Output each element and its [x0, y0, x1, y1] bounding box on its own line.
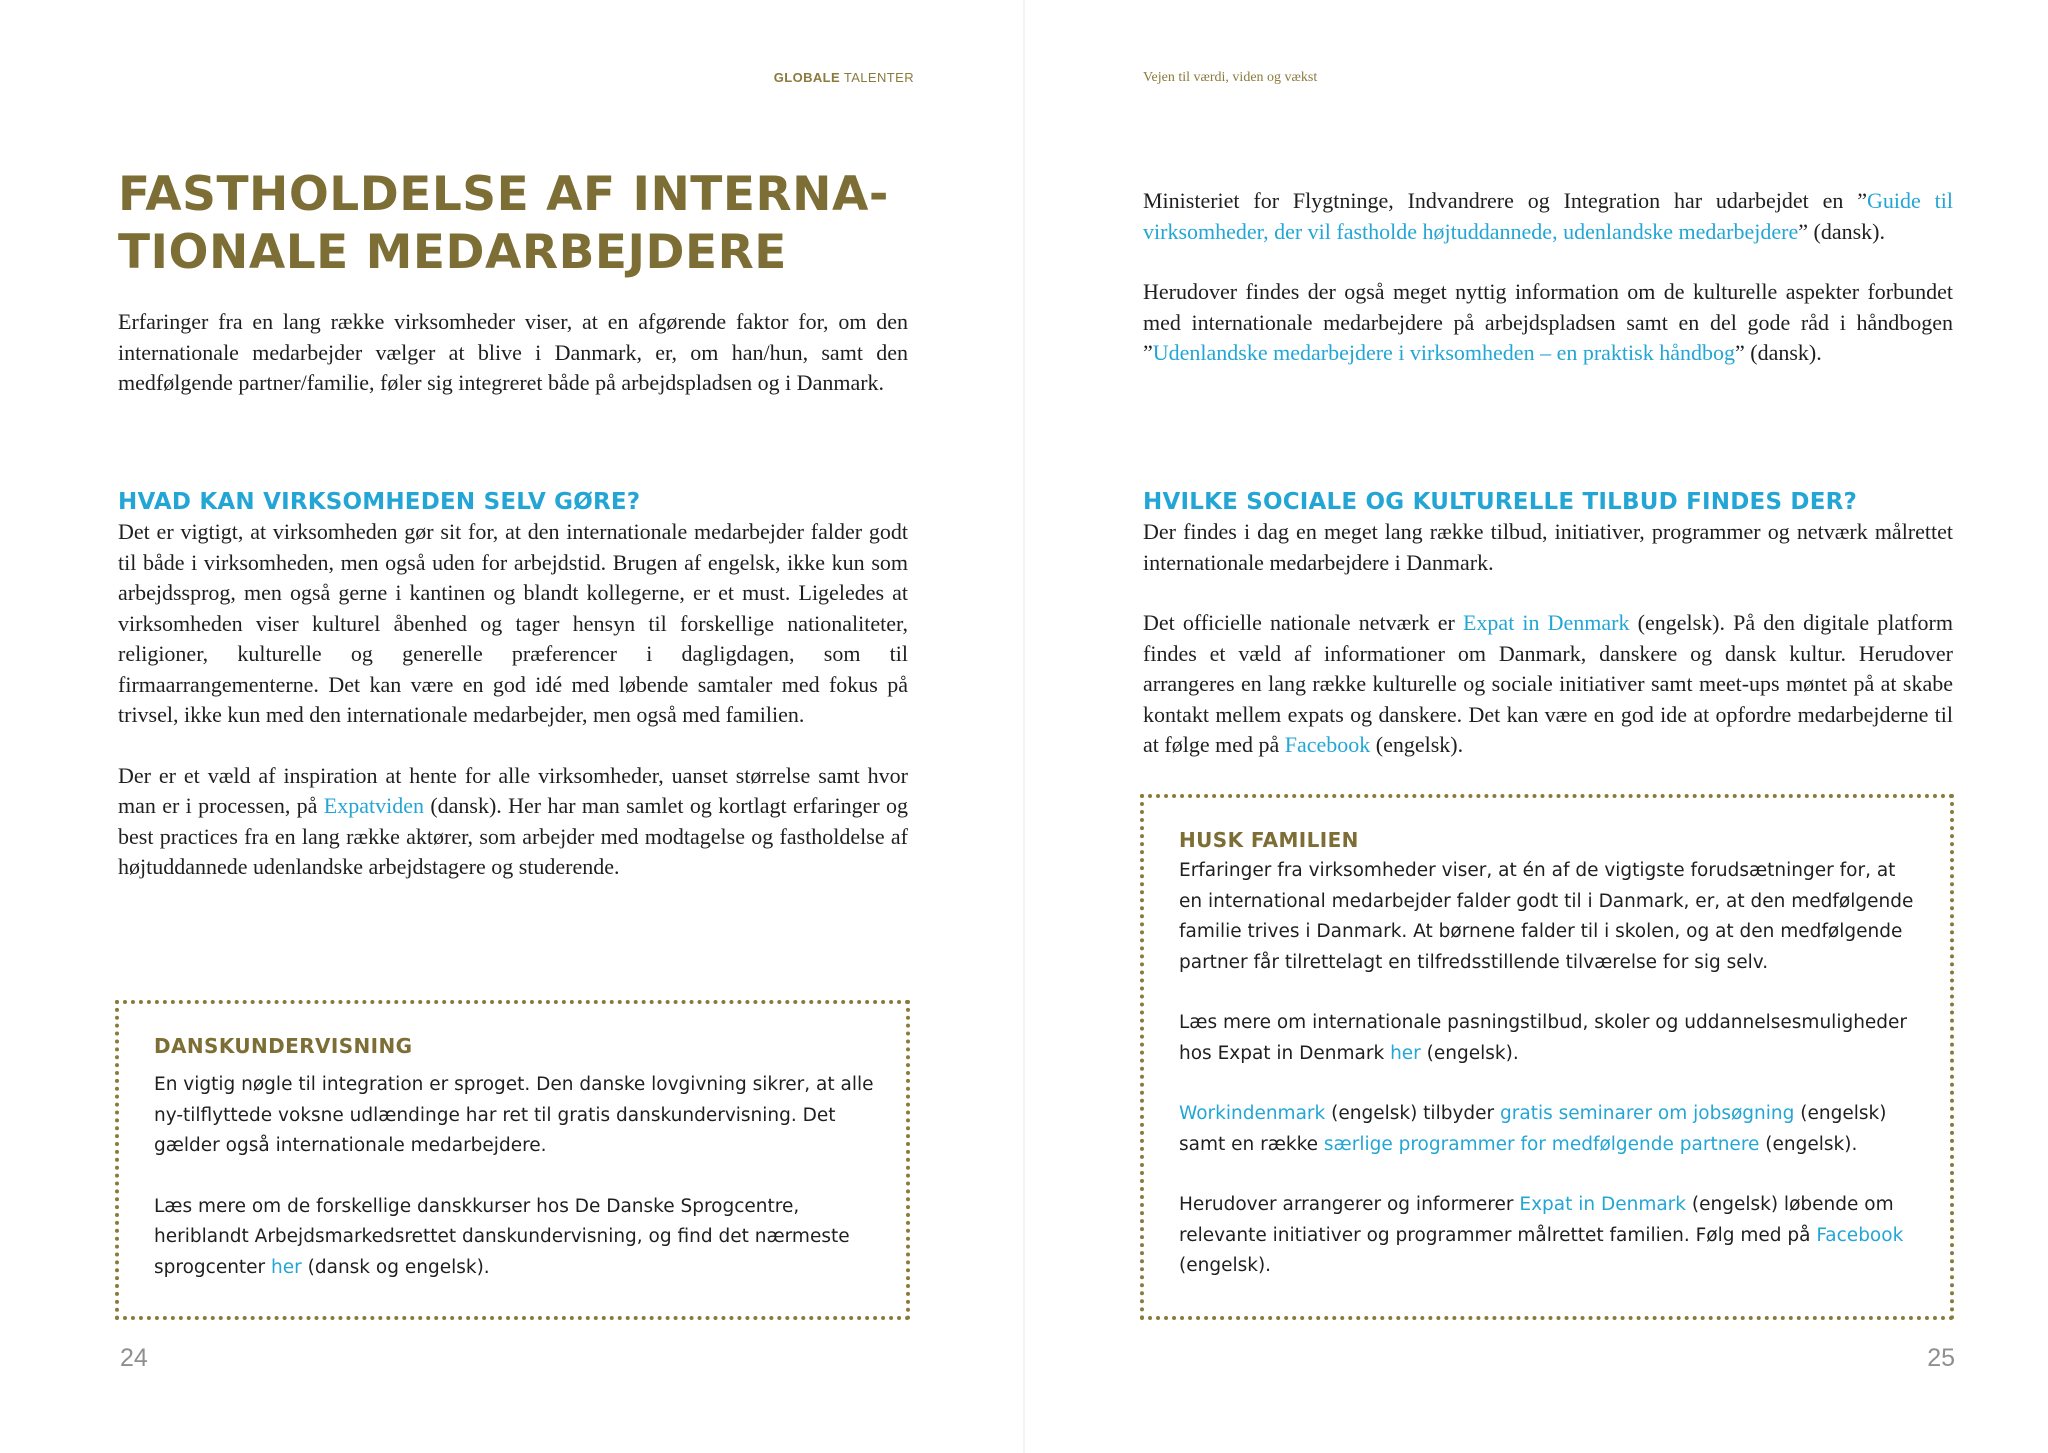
text-run: (engelsk). — [1759, 1133, 1858, 1155]
text-run: Herudover arrangerer og informerer — [1179, 1194, 1520, 1215]
expatviden-link[interactable]: Expatviden — [323, 793, 424, 818]
right-page — [1024, 0, 2048, 1453]
section-paragraph-inspiration — [118, 761, 908, 883]
text-run: (engelsk) samt en række — [1179, 1103, 1887, 1155]
handbook-link[interactable]: Udenlandske medarbejdere i virksomheden – en praktisk håndbog — [1152, 340, 1735, 365]
box-paragraph-familien — [1179, 1190, 1920, 1282]
page-title-line2: TIONALE MEDARBEJDERE — [118, 225, 787, 280]
expat-in-denmark-link[interactable]: Expat in Denmark — [1462, 610, 1630, 635]
text-run: (engelsk). — [1370, 732, 1464, 757]
box-paragraph-workindenmark — [1179, 1099, 1920, 1160]
partner-programmer-link[interactable]: særlige programmer for medfølgende partnere — [1323, 1133, 1760, 1155]
section-tilbud — [1143, 487, 1953, 761]
running-head-regular: TALENTER — [840, 70, 914, 85]
running-head-bold: GLOBALE — [773, 70, 841, 85]
text-run: Det officielle nationale netværk er — [1143, 610, 1463, 635]
section-paragraph: Der findes i dag en meget lang række tilbud, initiativer, programmer og netværk målrettet internationale medarbejdere i Danmark. — [1143, 519, 1953, 575]
section-virksomheden — [118, 487, 908, 883]
box-paragraph: En vigtig nøgle til integration er sproget. Den danske lovgivning sikrer, at alle ny-tilflyttede voksne udlændinge har ret til gratis danskundervisning. Det gælder også internationale medarbejdere. — [154, 1074, 874, 1156]
text-run: Der er et væld af inspiration at hente for alle virksomheder, uanset størrelse samt hvor man er i processen, på — [118, 762, 908, 818]
pasning-her-link[interactable]: her — [1390, 1042, 1421, 1064]
text-run: Herudover findes der også meget nyttig information om de kulturelle aspekter forbundet med internationale medarbejdere på arbejdspladsen samt en del gode råd i håndbogen ” — [1143, 279, 1953, 365]
text-run: ” (dansk). — [1734, 340, 1822, 365]
text-run: Ministeriet for Flygtninge, Indvandrere og Integration har udarbejdet en ” — [1143, 188, 1868, 213]
text-run: (engelsk) løbende om relevante initiativer og programmer målrettet familien. Følg med på — [1179, 1194, 1894, 1246]
box-paragraph-pasning — [1179, 1008, 1920, 1069]
facebook-link[interactable]: Facebook — [1284, 732, 1371, 757]
running-head: Vejen til værdi, viden og vækst — [1143, 70, 1318, 85]
section-heading: HVAD KAN VIRKSOMHEDEN SELV GØRE? — [118, 489, 641, 515]
text-run: (engelsk). På den digitale platform findes et væld af informationer om Danmark, danskere og dansk kultur. Herudover arrangeres en lang række kulturelle og sociale initiativer samt meet-ups møntet på at skabe kontakt mellem expats og danskere. Det kan være en god ide at opfordre medarbejderne til at følge med på — [1143, 610, 1953, 757]
text-run: (engelsk) tilbyder — [1325, 1103, 1501, 1124]
text-run: (dansk). Her har man samlet og kortlagt erfaringer og best practices fra en lang række aktører, som arbejder med modtagelse og fastholdelse af højtuddannede udenlandske arbejdstagere og studerende. — [118, 793, 908, 879]
guide-block — [1143, 186, 1953, 369]
page-number: 24 — [120, 1344, 148, 1372]
text-run: ” (dansk). — [1798, 218, 1885, 244]
text-run: (engelsk). — [1420, 1042, 1519, 1064]
page-title-line1: FASTHOLDELSE AF INTERNA- — [118, 167, 889, 222]
expat-in-denmark-link[interactable]: Expat in Denmark — [1519, 1194, 1687, 1215]
box-paragraph-sprogcenter — [154, 1192, 874, 1284]
workindenmark-link[interactable]: Workindenmark — [1179, 1103, 1326, 1124]
section-heading: HVILKE SOCIALE OG KULTURELLE TILBUD FINDES DER? — [1143, 489, 1858, 515]
text-run: (engelsk). — [1179, 1255, 1272, 1276]
husk-familien-box — [1140, 794, 1954, 1320]
seminarer-link[interactable]: gratis seminarer om jobsøgning — [1500, 1103, 1795, 1124]
box-paragraph: Erfaringer fra virksomheder viser, at én af de vigtigste forudsætninger for, at en international medarbejder falder godt til i Danmark, er, at den medfølgende familie trives i Danmark. At børnene falder til i skolen, og at den medfølgende partner får tilrettelagt en tilfredsstillende tilværelse for sig selv. — [1179, 860, 1914, 973]
page-title — [118, 166, 918, 282]
sprogcenter-link[interactable]: her — [271, 1256, 302, 1278]
guide-link[interactable]: Guide til virksomheder, der vil fastholde højtuddannede, udenlandske medarbejdere — [1143, 188, 1953, 244]
text-run: (dansk og engelsk). — [301, 1256, 490, 1278]
facebook-link[interactable]: Facebook — [1816, 1224, 1904, 1246]
section-paragraph: Det er vigtigt, at virksomheden gør sit for, at den internationale medarbejder falder godt til både i virksomheden, men også uden for arbejdstid. Brugen af engelsk, ikke kun som arbejdssprog, men også gerne i kantinen og blandt kollegerne, er et must. Ligeledes at virksomheden viser kulturel åbenhed og tager hensyn til forskellige nationaliteter, religioner, kulturelle og generelle præferencer i dagligdagen, som til firmaarrangementerne. Det kan være en god idé med løbende samtaler med fokus på trivsel, ikke kun med den internationale medarbejder, men også med familien. — [118, 519, 908, 727]
handbook-paragraph — [1143, 277, 1953, 369]
text-run: Læs mere om internationale pasningstilbud, skoler og uddannelsesmuligheder hos Expat in Denmark — [1179, 1012, 1908, 1064]
danskundervisning-box — [115, 1000, 910, 1320]
running-head — [774, 70, 914, 85]
section-paragraph-expat — [1143, 608, 1953, 761]
intro-paragraph: Erfaringer fra en lang række virksomheder viser, at en afgørende faktor for, om den internationale medarbejder vælger at blive i Danmark, er, om han/hun, samt den medfølgende partner/familie, føler sig integreret både på arbejdspladsen og i Danmark. — [118, 309, 908, 395]
text-run: Læs mere om de forskellige danskkurser hos De Danske Sprogcentre, heriblandt Arbejdsmarkedsrettet danskundervisning, og find det nærmeste sprogcenter — [154, 1195, 850, 1278]
page-number: 25 — [1927, 1344, 1955, 1372]
box-title: DANSKUNDERVISNING — [154, 1034, 413, 1058]
box-title: HUSK FAMILIEN — [1179, 828, 1359, 852]
intro-block — [118, 307, 908, 399]
guide-paragraph — [1143, 186, 1953, 247]
